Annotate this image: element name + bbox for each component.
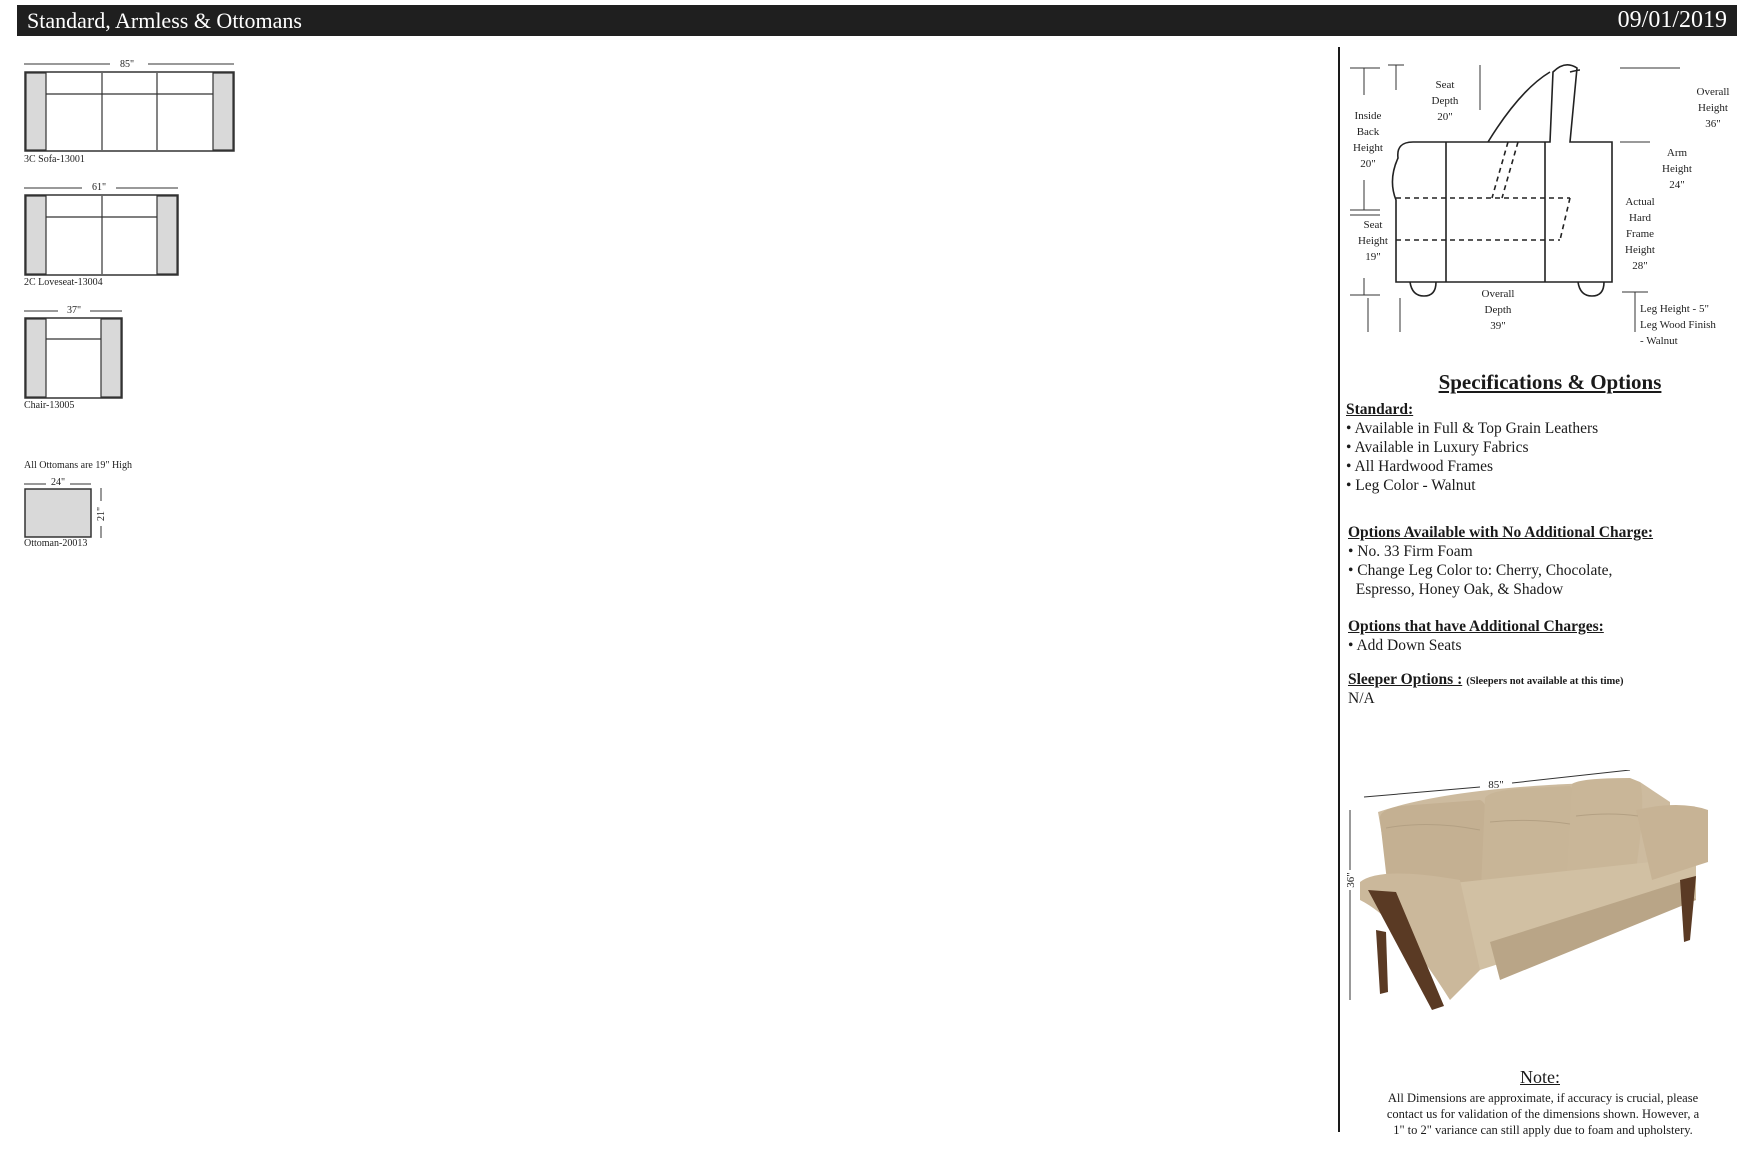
ottoman-layout [24,460,132,549]
frame-height-label: Actual Hard Frame Height 28" [1625,196,1655,272]
ottoman-depth-label: 21" [96,506,107,522]
overall-depth-label: Overall Depth 39" [1481,288,1515,332]
seat-depth-label: Seat Depth 20" [1431,79,1459,123]
sofa-layout [24,59,234,165]
no-charge-item: • No. 33 Firm Foam [1348,543,1473,560]
arm-height-label: Arm Height 24" [1662,147,1692,191]
standard-section [1346,401,1726,495]
loveseat-width-label: 61" [91,182,107,193]
note-body [1348,1090,1738,1138]
layout-diagrams [0,0,260,560]
photo-height-label: 36" [1345,872,1357,888]
ottoman-caption: Ottoman-20013 [24,538,88,549]
chair-layout [24,305,122,411]
standard-item: • Available in Luxury Fabrics [1346,439,1529,456]
side-profile-diagram [1340,50,1740,360]
no-charge-item: Espresso, Honey Oak, & Shadow [1348,581,1564,598]
chair-caption: Chair-13005 [24,400,75,411]
sleeper-section [1348,671,1728,708]
note-line: 1" to 2" variance can still apply due to foam and upholstery. [1393,1123,1693,1137]
sofa-photo [1340,770,1740,1050]
leg-label: Leg Height - 5" Leg Wood Finish - Walnut [1640,303,1716,347]
photo-width-label: 85" [1488,779,1504,791]
sofa-caption: 3C Sofa-13001 [24,154,85,165]
chair-width-label: 37" [66,305,82,316]
specs-title: Specifications & Options [1438,370,1662,394]
no-charge-heading: Options Available with No Additional Charge: [1348,524,1654,541]
header-bar [17,5,1737,36]
no-charge-item: • Change Leg Color to: Cherry, Chocolate, [1348,562,1613,579]
sleeper-note: (Sleepers not available at this time) [1466,676,1624,687]
loveseat-layout [24,182,178,288]
sofa-width-label: 85" [119,59,135,70]
sleeper-heading: Sleeper Options : [1348,671,1463,688]
standard-item: • Leg Color - Walnut [1346,477,1476,494]
page-date: 09/01/2019 [1617,7,1727,33]
note-line: contact us for validation of the dimensions shown. However, a [1386,1107,1700,1121]
note-heading: Note: [1520,1067,1560,1087]
ottoman-note: All Ottomans are 19" High [24,460,132,471]
note-line: All Dimensions are approximate, if accuracy is crucial, please [1387,1091,1699,1105]
loveseat-caption: 2C Loveseat-13004 [24,277,103,288]
charge-heading: Options that have Additional Charges: [1348,618,1604,635]
ottoman-width-label: 24" [50,477,66,488]
page-title: Standard, Armless & Ottomans [27,8,302,33]
sleeper-value: N/A [1348,690,1375,707]
inside-back-height-label: Inside Back Height 20" [1353,110,1383,170]
charge-section [1348,618,1728,655]
standard-item: • All Hardwood Frames [1346,458,1494,475]
overall-height-label: Overall Height 36" [1696,86,1730,130]
standard-heading: Standard: [1346,401,1414,418]
seat-height-label: Seat Height 19" [1358,219,1388,263]
charge-item: • Add Down Seats [1348,637,1462,654]
no-charge-section [1348,524,1728,599]
standard-item: • Available in Full & Top Grain Leathers [1346,420,1599,437]
